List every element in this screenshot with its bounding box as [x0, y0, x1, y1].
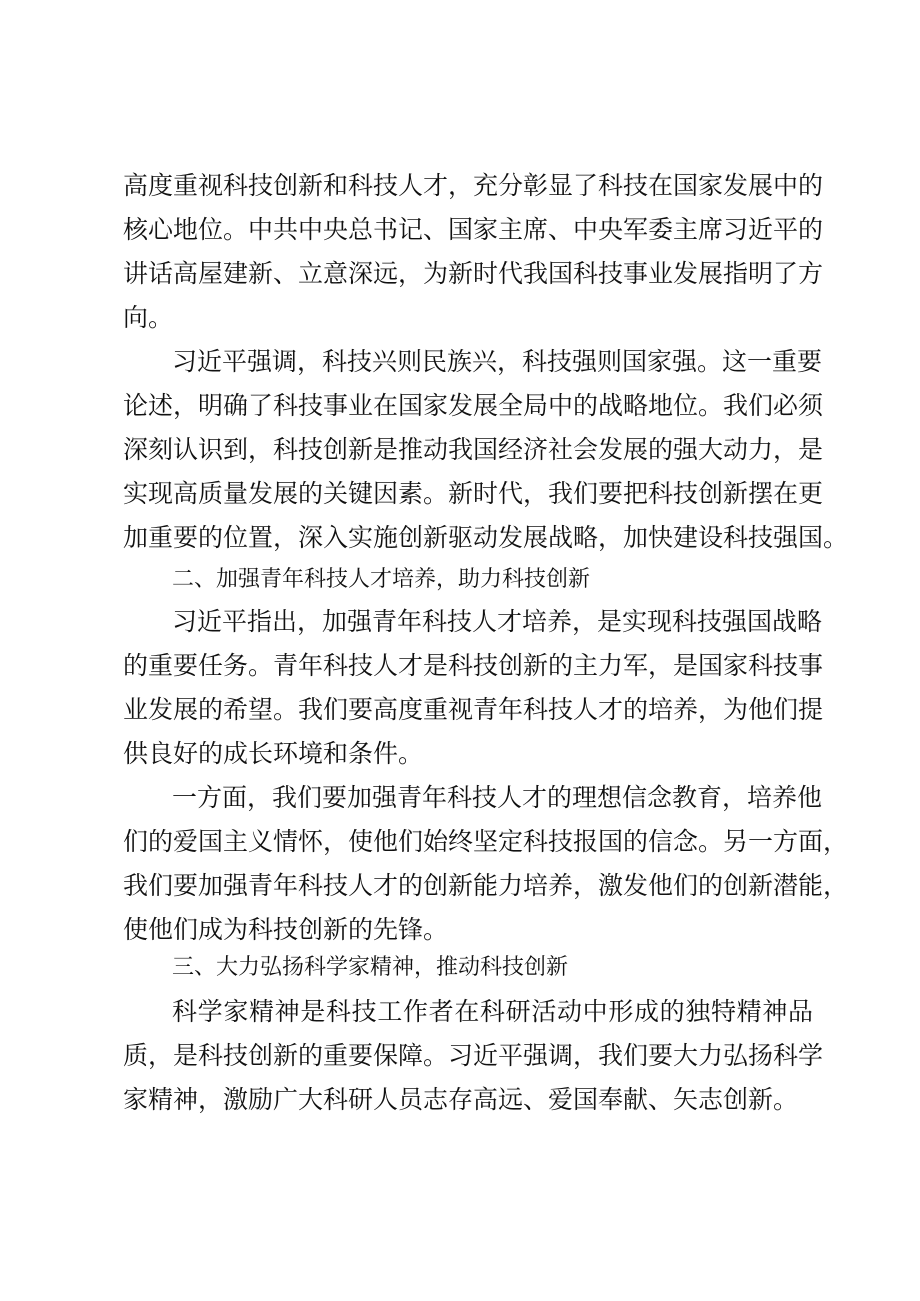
paragraph-5-line-2: 质，是科技创新的重要保障。习近平强调，我们要大力弘扬科学: [123, 1041, 824, 1070]
paragraph-4-line-2: 们的爱国主义情怀，使他们始终坚定科技报国的信念。另一方面，: [123, 827, 849, 856]
paragraph-3-line-4: 供良好的成长环境和条件。: [123, 739, 424, 768]
paragraph-4-line-4: 使他们成为科技创新的先锋。: [123, 915, 449, 944]
paragraph-2-line-1: 习近平强调，科技兴则民族兴，科技强则国家强。这一重要: [172, 347, 823, 376]
paragraph-5-line-3: 家精神，激励广大科研人员志存高远、爱国奉献、矢志创新。: [123, 1085, 799, 1114]
paragraph-3-line-1: 习近平指出，加强青年科技人才培养，是实现科技强国战略: [172, 607, 823, 636]
paragraph-2-line-4: 实现高质量发展的关键因素。新时代，我们要把科技创新摆在更: [123, 479, 824, 508]
paragraph-1-line-3: 讲话高屋建新、立意深远，为新时代我国科技事业发展指明了方: [123, 259, 824, 288]
section-heading-2: 二、加强青年科技人才培养，助力科技创新: [172, 567, 591, 592]
paragraph-2-line-2: 论述，明确了科技事业在国家发展全局中的战略地位。我们必须: [123, 391, 824, 420]
paragraph-3-line-3: 业发展的希望。我们要高度重视青年科技人才的培养，为他们提: [123, 695, 824, 724]
paragraph-4-line-1: 一方面，我们要加强青年科技人才的理想信念教育，培养他: [172, 783, 823, 812]
section-heading-3: 三、大力弘扬科学家精神，推动科技创新: [172, 955, 569, 980]
paragraph-1-line-4: 向。: [123, 303, 174, 332]
paragraph-2-line-5: 加重要的位置，深入实施创新驱动发展战略，加快建设科技强国。: [123, 523, 849, 552]
paragraph-3-line-2: 的重要任务。青年科技人才是科技创新的主力军，是国家科技事: [123, 651, 824, 680]
paragraph-2-line-3: 深刻认识到，科技创新是推动我国经济社会发展的强大动力，是: [123, 435, 824, 464]
paragraph-1-line-1: 高度重视科技创新和科技人才，充分彰显了科技在国家发展中的: [123, 171, 824, 200]
paragraph-4-line-3: 我们要加强青年科技人才的创新能力培养，激发他们的创新潜能，: [123, 871, 849, 900]
paragraph-5-line-1: 科学家精神是科技工作者在科研活动中形成的独特精神品: [172, 997, 813, 1026]
paragraph-1-line-2: 核心地位。中共中央总书记、国家主席、中央军委主席习近平的: [123, 215, 824, 244]
